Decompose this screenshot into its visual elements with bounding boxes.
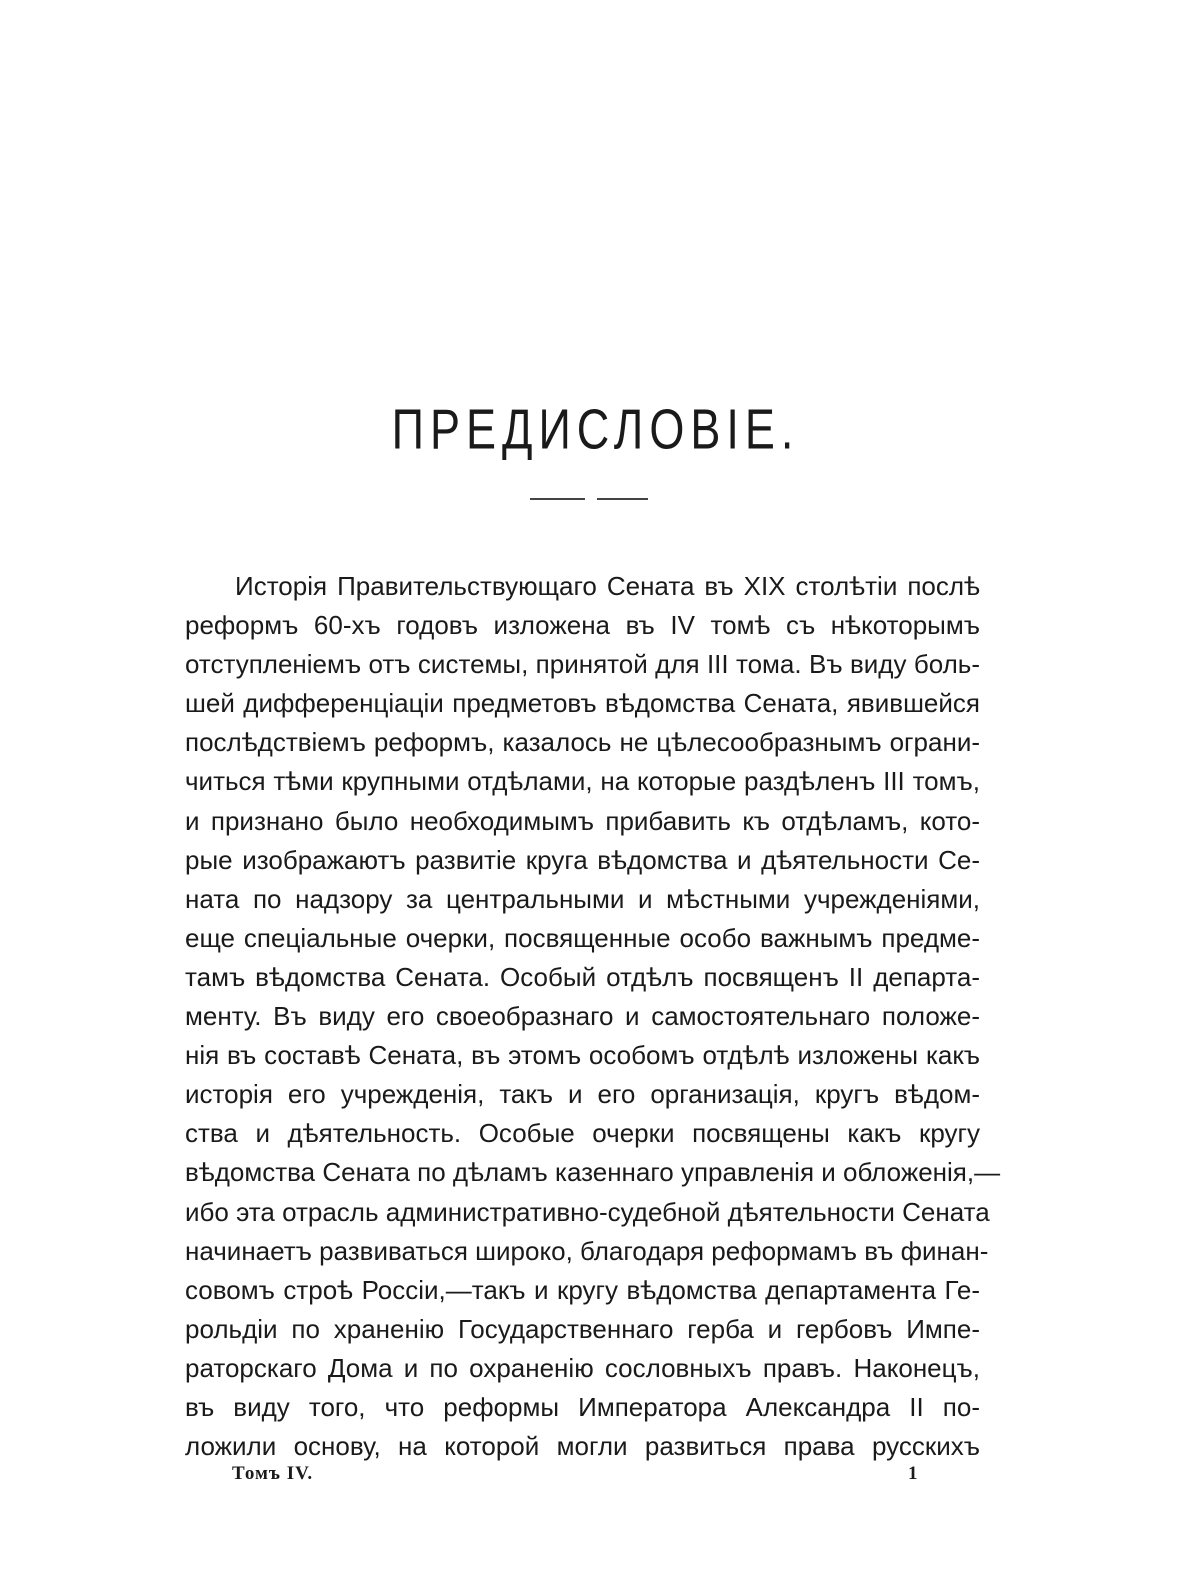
- text-line: послѣдствіемъ реформъ, казалось не цѣлесообразнымъ ограни-: [185, 727, 980, 758]
- title-divider: [530, 498, 648, 500]
- text-line: вѣдомства Сената по дѣламъ казеннаго управленія и обложенія,—: [185, 1157, 1001, 1188]
- text-line: рые изображаютъ развитіе круга вѣдомства и дѣятельности Се-: [185, 844, 980, 875]
- text-line: нія въ составѣ Сената, въ этомъ особомъ отдѣлѣ изложены какъ: [185, 1040, 980, 1071]
- text-line: еще спеціальные очерки, посвященные особо важнымъ предме-: [185, 922, 980, 953]
- body-paragraph: [185, 567, 1001, 1466]
- text-line: тамъ вѣдомства Сената. Особый отдѣлъ посвященъ II департа-: [185, 961, 980, 992]
- text-line: Исторія Правительствующаго Сената въ XIX столѣтіи послѣ: [235, 571, 980, 601]
- text-line: ложили основу, на которой могли развиться права русскихъ: [185, 1431, 980, 1462]
- text-line: раторскаго Дома и по охраненію сословныхъ правъ. Наконецъ,: [185, 1352, 980, 1383]
- text-line: отступленіемъ отъ системы, принятой для III тома. Въ виду боль-: [185, 649, 980, 680]
- text-line: шей дифференціаціи предметовъ вѣдомства Сената, явившейся: [185, 688, 980, 719]
- text-line: ната по надзору за центральными и мѣстными учрежденіями,: [185, 883, 980, 914]
- text-line: рольдіи по храненію Государственнаго герба и гербовъ Импе-: [185, 1313, 980, 1344]
- text-line: реформъ 60-хъ годовъ изложена въ IV томѣ съ нѣкоторымъ: [185, 610, 980, 641]
- signature-number: 1: [908, 1463, 918, 1484]
- text-line: совомъ строѣ Россіи,—такъ и кругу вѣдомства департамента Ге-: [185, 1274, 980, 1305]
- text-line: и признано было необходимымъ прибавить къ отдѣламъ, кото-: [185, 805, 980, 836]
- page-title: ПРЕДИСЛОВІЕ.: [391, 397, 800, 461]
- text-line: исторія его учрежденія, такъ и его организація, кругъ вѣдом-: [185, 1079, 980, 1110]
- text-line: ибо эта отрасль административно-судебной дѣятельности Сената: [185, 1196, 990, 1227]
- text-line: въ виду того, что реформы Императора Александра II по-: [185, 1391, 980, 1422]
- text-line: менту. Въ виду его своеобразнаго и самостоятельнаго положе-: [185, 1001, 980, 1032]
- text-line: читься тѣми крупными отдѣлами, на которые раздѣленъ III томъ,: [185, 766, 980, 797]
- text-line: начинаетъ развиваться широко, благодаря реформамъ въ финан-: [185, 1235, 989, 1266]
- volume-footer: Томъ IV.: [232, 1463, 314, 1484]
- text-line: ства и дѣятельность. Особые очерки посвящены какъ кругу: [185, 1118, 980, 1149]
